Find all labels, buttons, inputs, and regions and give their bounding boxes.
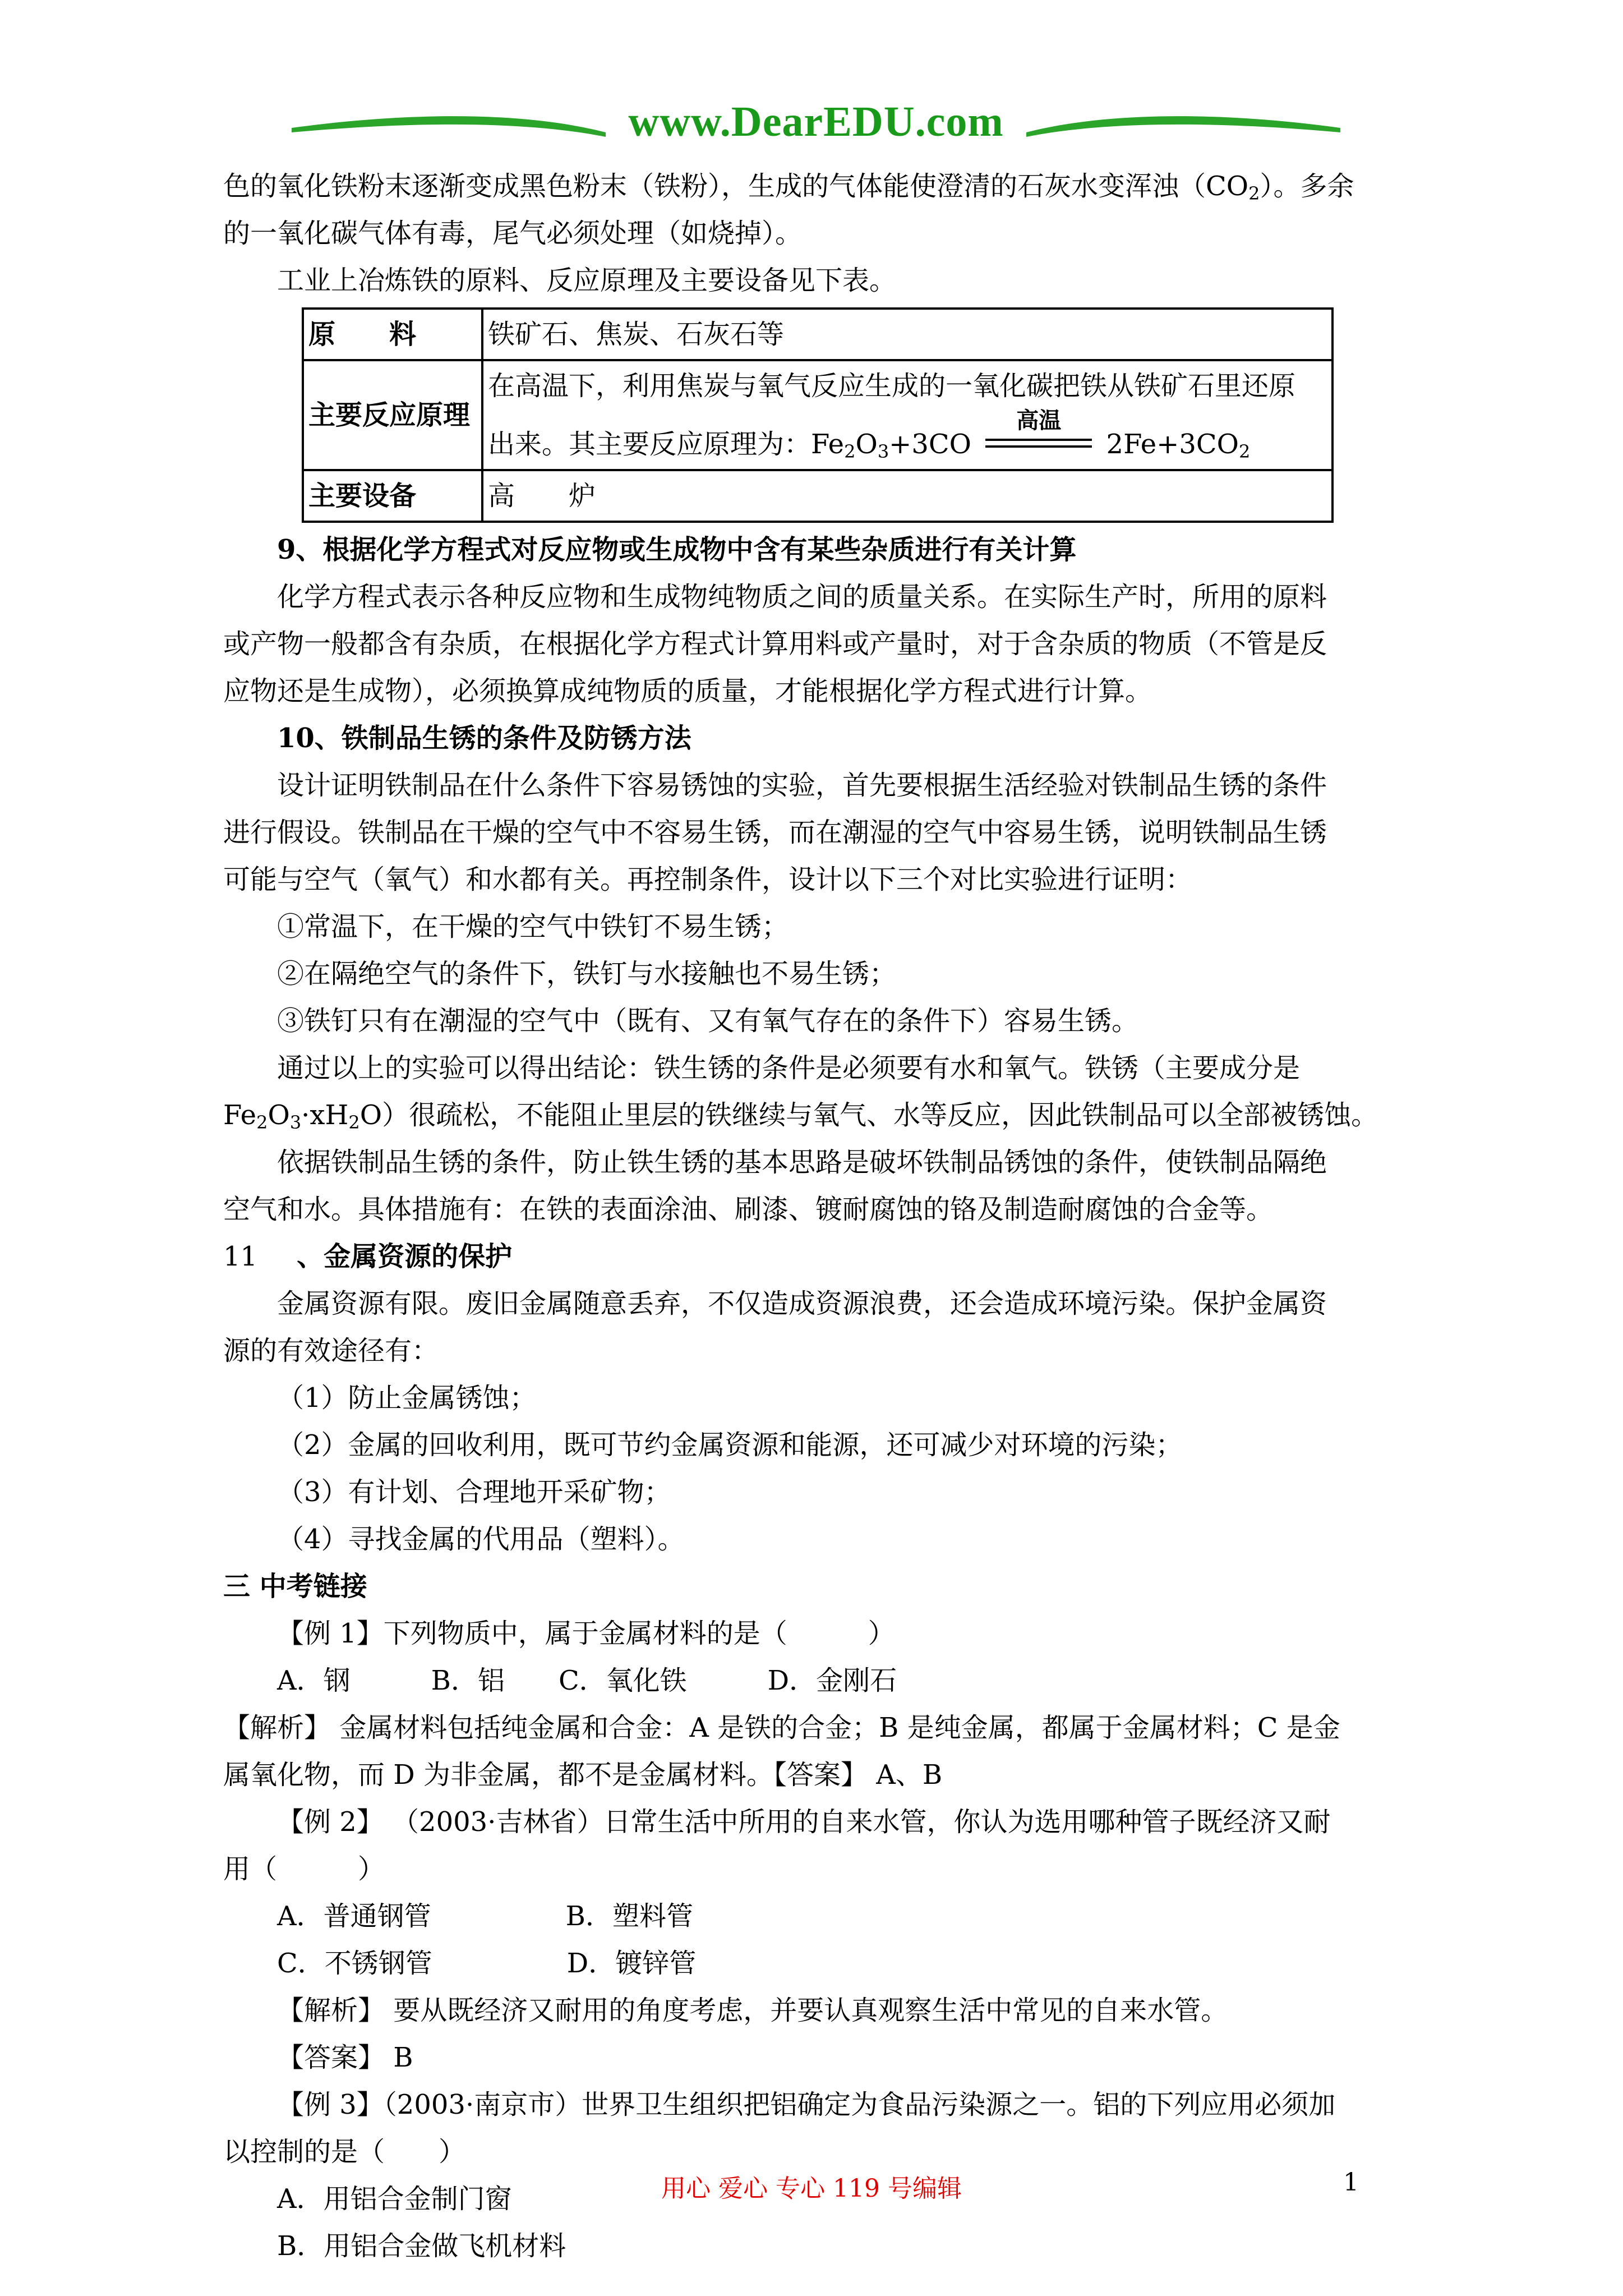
paragraph-line: 通过以上的实验可以得出结论：铁生锈的条件是必须要有水和氧气。铁锈（主要成分是 — [277, 1052, 1301, 1084]
paragraph-line: 空气和水。具体措施有：在铁的表面涂油、刷漆、镀耐腐蚀的铬及制造耐腐蚀的合金等。 — [223, 1194, 1274, 1225]
section-10-title: 10、铁制品生锈的条件及防锈方法 — [277, 723, 691, 754]
example-3-question: 以控制的是（ ） — [223, 2136, 466, 2168]
example-2-question: 【例 2】 （2003·吉林省）日常生活中所用的自来水管，你认为选用哪种管子既经济又耐 — [277, 1806, 1331, 1838]
example-2-analysis: 【解析】 要从既经济又耐用的角度考虑，并要认真观察生活中常见的自来水管。 — [277, 1995, 1228, 2026]
intro-line-2: 的一氧化碳气体有毒，尾气必须处理（如烧掉）。 — [223, 218, 803, 249]
example-2-options: A．普通钢管 B．塑料管 — [277, 1901, 693, 1932]
list-item: （4）寻找金属的代用品（塑料）。 — [277, 1524, 685, 1555]
table-row — [303, 309, 1332, 360]
example-1-question: 【例 1】下列物质中，属于金属材料的是（ ） — [277, 1618, 895, 1649]
page-number: 1 — [1343, 2168, 1359, 2197]
table-cell: 铁矿石、焦炭、石灰石等 — [482, 309, 1332, 360]
site-header — [292, 95, 1340, 157]
table-header-cell: 主要设备 — [303, 470, 482, 522]
example-1-analysis: 属氧化物，而 D 为非金属，都不是金属材料。【答案】 A、B — [223, 1759, 943, 1791]
example-3-question: 【例 3】（2003·南京市）世界卫生组织把铝确定为食品污染源之一。铝的下列应用必须加 — [277, 2089, 1336, 2120]
example-2-question: 用（ ） — [223, 1853, 385, 1885]
paragraph-line: 或产物一般都含有杂质，在根据化学方程式计算用料或产量时，对于含杂质的物质（不管是反 — [223, 628, 1327, 660]
ironmaking-table — [302, 307, 1334, 523]
paragraph-line: 源的有效途径有： — [223, 1335, 439, 1366]
example-3-option: A．用铝合金制门窗 — [277, 2183, 512, 2215]
intro-line-1: 色的氧化铁粉末逐渐变成黑色粉末（铁粉），生成的气体能使澄清的石灰水变浑浊$(CO_2)$。多余 — [223, 171, 1354, 204]
example-2-options: C．不锈钢管 D．镀锌管 — [277, 1948, 697, 1979]
list-item: （3）有计划、合理地开采矿物； — [277, 1476, 671, 1508]
list-item: （1）防止金属锈蚀； — [277, 1382, 537, 1414]
experiment-item: ①常温下，在干燥的空气中铁钉不易生锈； — [277, 911, 789, 942]
example-2-answer: 【答案】 B — [277, 2042, 413, 2073]
site-logo-text: www.DearEDU.com — [628, 98, 1004, 145]
reaction-condition: 高温 — [985, 430, 1092, 463]
paragraph-line: 应物还是生成物），必须换算成纯物质的质量，才能根据化学方程式进行计算。 — [223, 675, 1152, 707]
section-11-title: 11 、金属资源的保护 — [223, 1241, 513, 1272]
paragraph-line: 可能与空气（氧气）和水都有关。再控制条件，设计以下三个对比实验进行证明： — [223, 864, 1193, 895]
experiment-item: ②在隔绝空气的条件下，铁钉与水接触也不易生锈； — [277, 958, 897, 990]
example-1-analysis: 【解析】 金属材料包括纯金属和合金：A 是铁的合金；B 是纯金属，都属于金属材料；C 是金 — [223, 1712, 1340, 1743]
experiment-item: ③铁钉只有在潮湿的空气中（既有、又有氧气存在的条件下）容易生锈。 — [277, 1005, 1139, 1037]
example-3-option: B．用铝合金做飞机材料 — [277, 2230, 566, 2262]
table-cell — [482, 360, 1332, 470]
section-3-title: 三 中考链接 — [223, 1571, 367, 1602]
example-1-options: A．钢 B．铝 C．氧化铁 D．金刚石 — [277, 1665, 897, 1696]
paragraph-line: 进行假设。铁制品在干燥的空气中不容易生锈，而在潮湿的空气中容易生锈，说明铁制品生锈 — [223, 817, 1327, 848]
table-header-cell: 主要反应原理 — [303, 360, 482, 470]
reaction-equation: 出来。其主要反应原理为：$Fe_2O_3+3CO$ 高温 $2Fe+3CO_2$ — [488, 407, 1251, 462]
table-header-cell: 原 料 — [303, 309, 482, 360]
document-body — [223, 163, 1418, 2270]
paragraph-line: 金属资源有限。废旧金属随意丢弃，不仅造成资源浪费，还会造成环境污染。保护金属资 — [277, 1288, 1327, 1319]
paragraph-line: 化学方程式表示各种反应物和生成物纯物质之间的质量关系。在实际生产时，所用的原料 — [277, 581, 1327, 613]
paragraph-line: 依据铁制品生锈的条件，防止铁生锈的基本思路是破坏铁制品锈蚀的条件，使铁制品隔绝 — [277, 1147, 1327, 1178]
page-footer: 用心 爱心 专心 119 号编辑 — [661, 2174, 962, 2203]
list-item: （2）金属的回收利用，既可节约金属资源和能源，还可减少对环境的污染； — [277, 1429, 1183, 1461]
table-row — [303, 360, 1332, 470]
table-cell: 高 炉 — [482, 470, 1332, 522]
paragraph-line: $Fe_2O_3\cdot xH_2O$）很疏松，不能阻止里层的铁继续与氧气、水等反应，因此铁制品可以全部被锈蚀。 — [223, 1099, 1378, 1133]
table-row — [303, 470, 1332, 522]
reaction-principle-text: 在高温下，利用焦炭与氧气反应生成的一氧化碳把铁从铁矿石里还原 — [488, 370, 1296, 402]
section-9-title: 9、根据化学方程式对反应物或生成物中含有某些杂质进行有关计算 — [277, 534, 1077, 565]
intro-line-3: 工业上冶炼铁的原料、反应原理及主要设备见下表。 — [277, 265, 897, 296]
paragraph-line: 设计证明铁制品在什么条件下容易锈蚀的实验，首先要根据生活经验对铁制品生锈的条件 — [277, 770, 1327, 801]
